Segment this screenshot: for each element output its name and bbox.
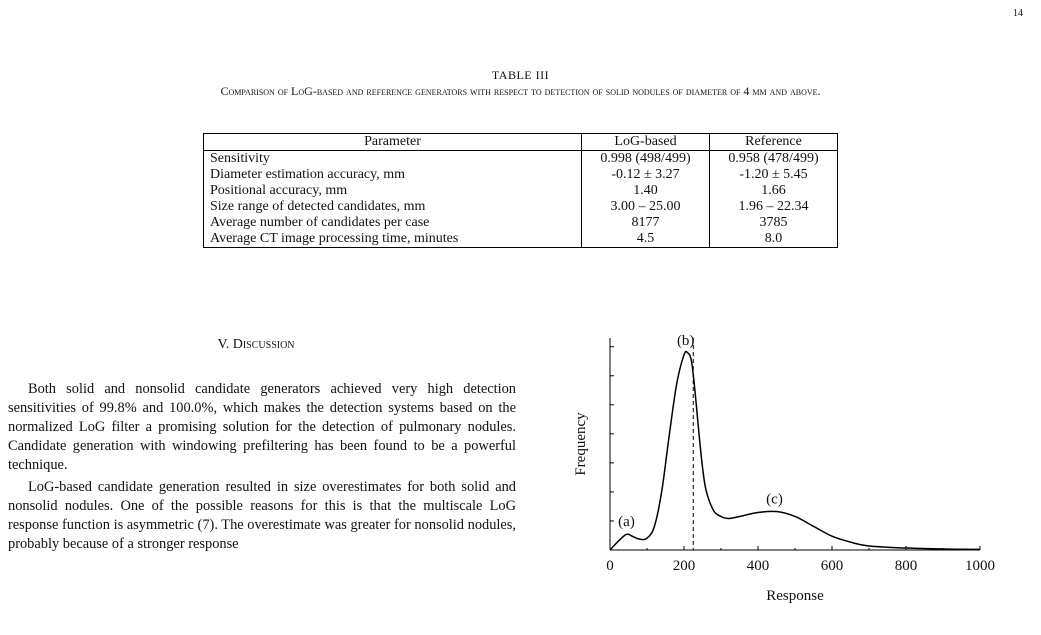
- paragraph: LoG-based candidate generation resulted in size overestimates for both solid and nonsolid nodules. One of the possible reasons for this is that the multiscale LoG response function is asymmetric (7). The overestimate was greater for nonsolid nodules, probably because of a stronger response: [8, 479, 516, 552]
- table-cell: Sensitivity: [204, 151, 582, 168]
- paragraph: Both solid and nonsolid candidate generators achieved very high detection sensitivities of 99.8% and 100.0%, which makes the detection systems based on the normalized LoG filter a promising solution for the detection of pulmonary nodules. Candidate generation with windowing prefiltering has been found to be a powerful technique.: [8, 381, 516, 473]
- frequency-curve: [610, 351, 980, 550]
- table-cell: -1.20 ± 5.45: [710, 167, 838, 183]
- column-header: LoG-based: [582, 134, 710, 151]
- table-cell: 1.96 – 22.34: [710, 199, 838, 215]
- x-tick-label: 200: [672, 558, 696, 574]
- x-tick-label: 0: [606, 558, 614, 574]
- body-text: [8, 380, 516, 557]
- y-axis-label: Frequency: [573, 412, 589, 476]
- column-header: Reference: [710, 134, 838, 151]
- table-cell: 4.5: [582, 231, 710, 248]
- x-tick-label: 600: [820, 558, 844, 574]
- table-row: [204, 151, 838, 168]
- column-header: Parameter: [204, 134, 582, 151]
- table-cell: Positional accuracy, mm: [204, 183, 582, 199]
- response-histogram-figure: [540, 320, 1020, 620]
- table-cell: 0.958 (478/499): [710, 151, 838, 168]
- table-cell: 3.00 – 25.00: [582, 199, 710, 215]
- table-caption: Comparison of LoG-based and reference generators with respect to detection of solid nodules of diameter of 4 mm and above.: [220, 84, 821, 98]
- x-tick-label: 800: [894, 558, 918, 574]
- x-tick-label: 400: [746, 558, 770, 574]
- table-row: [204, 167, 838, 183]
- page-number: 14: [1013, 8, 1023, 19]
- table-label: TABLE III: [491, 68, 550, 82]
- table-row: [204, 231, 838, 248]
- table-cell: 8177: [582, 215, 710, 231]
- table-cell: 0.998 (498/499): [582, 151, 710, 168]
- table-cell: Diameter estimation accuracy, mm: [204, 167, 582, 183]
- section-heading: V. Discussion: [217, 337, 295, 352]
- x-axis-label: Response: [766, 588, 824, 604]
- frequency-response-chart: [540, 320, 1020, 620]
- table-cell: 1.66: [710, 183, 838, 199]
- curve-annotation: (a): [618, 514, 635, 531]
- table-row: [204, 199, 838, 215]
- table-cell: 8.0: [710, 231, 838, 248]
- table-cell: 1.40: [582, 183, 710, 199]
- curve-annotation: (b): [676, 332, 695, 349]
- curve-annotation: (c): [766, 491, 783, 508]
- table-cell: Average CT image processing time, minutes: [204, 231, 582, 248]
- table-row: [204, 215, 838, 231]
- table-cell: 3785: [710, 215, 838, 231]
- results-table: [203, 133, 838, 248]
- table-cell: Average number of candidates per case: [204, 215, 582, 231]
- table-header-row: [204, 134, 838, 151]
- x-tick-label: 1000: [965, 558, 995, 574]
- table-cell: -0.12 ± 3.27: [582, 167, 710, 183]
- table-cell: Size range of detected candidates, mm: [204, 199, 582, 215]
- table-row: [204, 183, 838, 199]
